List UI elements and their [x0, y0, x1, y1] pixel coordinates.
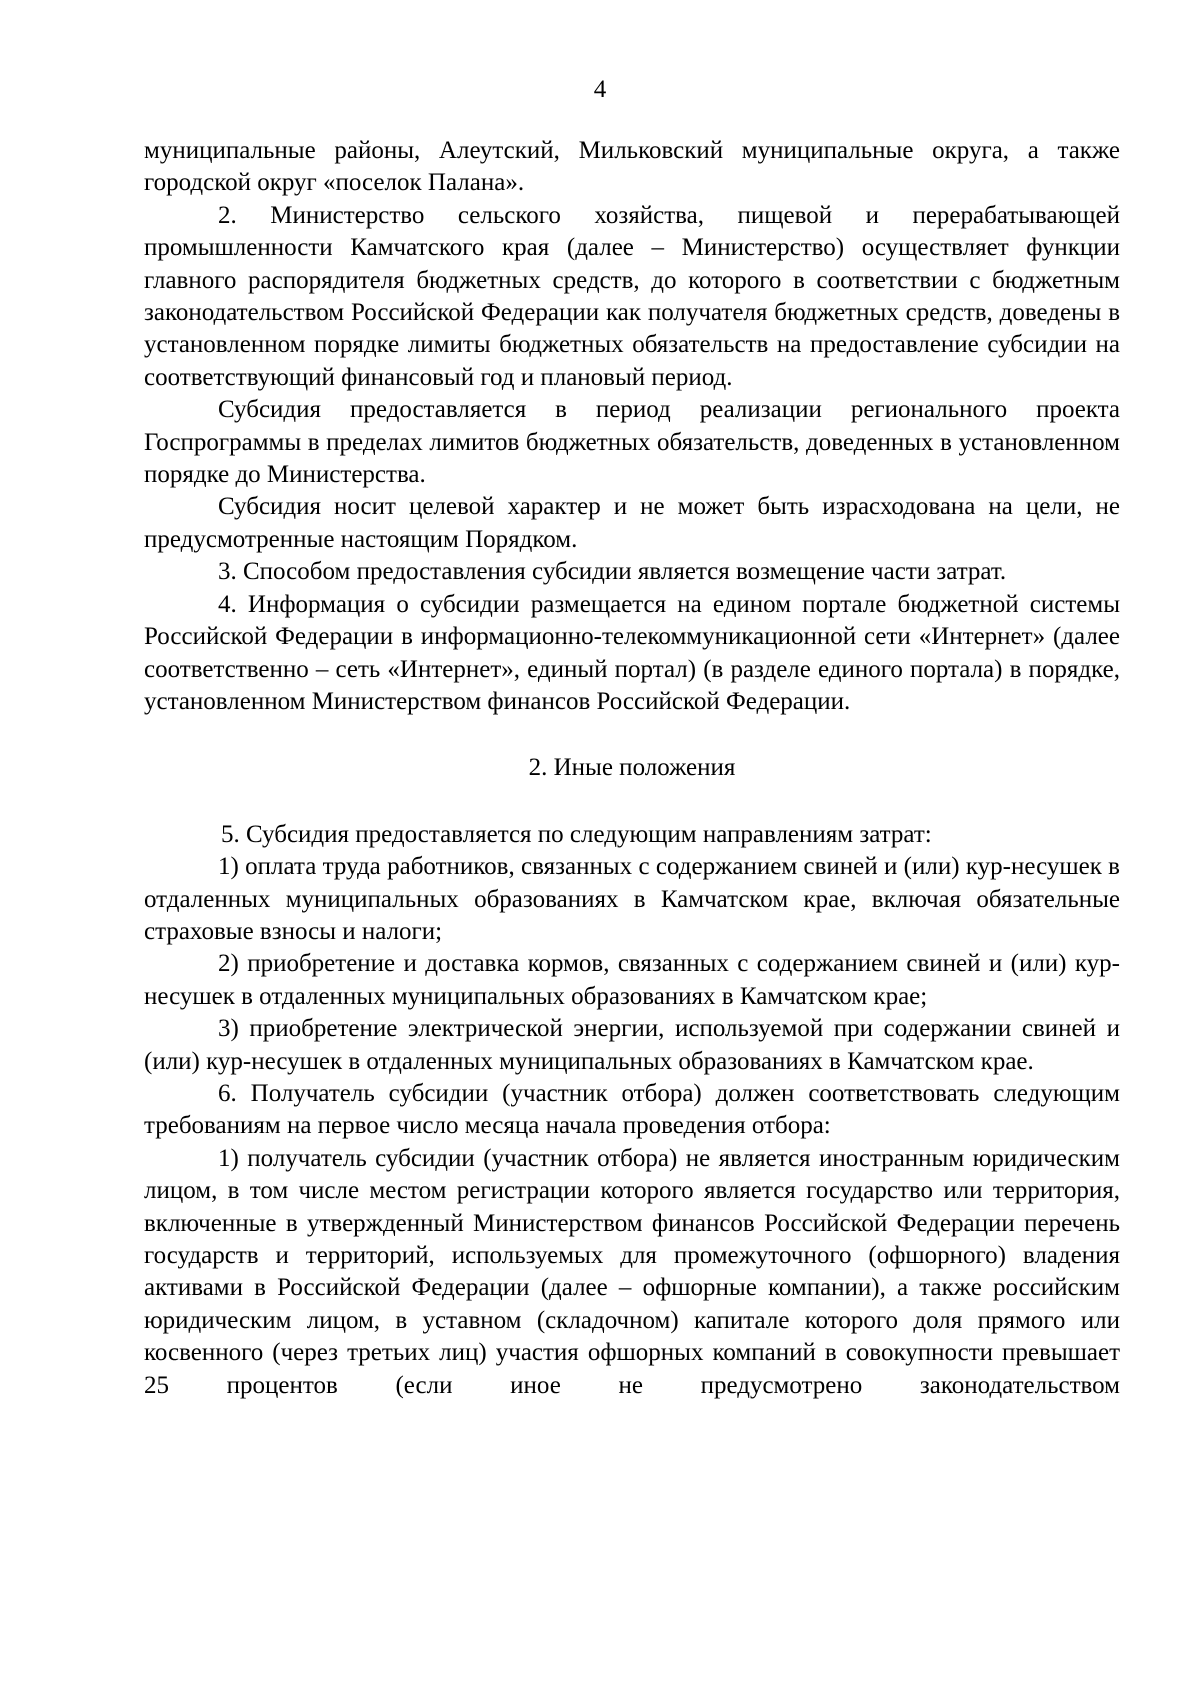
paragraph-item-4: 4. Информация о субсидии размещается на едином портале бюджетной системы Российской Федерации в информационно-телекоммуникационной сети «Интернет» (далее соответственно – сеть «Интернет», единый портал) (в разделе единого портала) в порядке, установленном Министерством финансов Российской Федерации. — [144, 590, 1120, 715]
paragraph-item-5: 5. Субсидия предоставляется по следующим направлениям затрат: — [221, 820, 932, 848]
paragraph-subsidy-period: Субсидия предоставляется в период реализации регионального проекта Госпрограммы в пределах лимитов бюджетных обязательств, доведенных в установленном порядке до Министерства. — [144, 396, 1120, 489]
paragraph-item-3: 3. Способом предоставления субсидии является возмещение части затрат. — [218, 558, 1007, 586]
document-body — [144, 135, 1120, 1402]
paragraph-subitem-5-2: 2) приобретение и доставка кормов, связанных с содержанием свиней и (или) кур-несушек в отдаленных муниципальных образованиях в Камчатском крае; — [144, 950, 1120, 1010]
paragraph-continuation: муниципальные районы, Алеутский, Мильковский муниципальные округа, а также городской округ «поселок Палана». — [144, 137, 1120, 197]
page-number: 4 — [593, 76, 607, 103]
paragraph-subitem-6-1: 1) получатель субсидии (участник отбора) не является иностранным юридическим лицом, в том числе местом регистрации которого является государство или территория, включенные в утвержденный Министерством финансов Российской Федерации перечень государств и территорий, используемых для промежуточного (офшорного) владения активами в Российской Федерации (далее – офшорные компании), а также российским юридическим лицом, в уставном (складочном) капитале которого доля прямого или косвенного (через третьих лиц) участия офшорных компаний в совокупности превышает 25 процентов (если иное не предусмотрено законодательством — [144, 1144, 1120, 1399]
paragraph-subsidy-purpose: Субсидия носит целевой характер и не может быть израсходована на цели, не предусмотренные настоящим Порядком. — [144, 493, 1120, 553]
paragraph-item-6: 6. Получатель субсидии (участник отбора) должен соответствовать следующим требованиям на первое число месяца начала проведения отбора: — [144, 1079, 1120, 1140]
paragraph-item-2: 2. Министерство сельского хозяйства, пищевой и перерабатывающей промышленности Камчатского края (далее – Министерство) осуществляет функции главного распорядителя бюджетных средств, до которого в соответствии с бюджетным законодательством Российской Федерации как получателя бюджетных средств, доведены в установленном порядке лимиты бюджетных обязательств на предоставление субсидии на соответствующий финансовый год и плановый период. — [144, 201, 1120, 391]
paragraph-subitem-5-1: 1) оплата труда работников, связанных с содержанием свиней и (или) кур-несушек в отдаленных муниципальных образованиях в Камчатском крае, включая обязательные страховые взносы и налоги; — [144, 853, 1120, 945]
section-heading: 2. Иные положения — [528, 754, 736, 782]
paragraph-subitem-5-3: 3) приобретение электрической энергии, используемой при содержании свиней и (или) кур-несушек в отдаленных муниципальных образованиях в Камчатском крае. — [144, 1015, 1120, 1075]
